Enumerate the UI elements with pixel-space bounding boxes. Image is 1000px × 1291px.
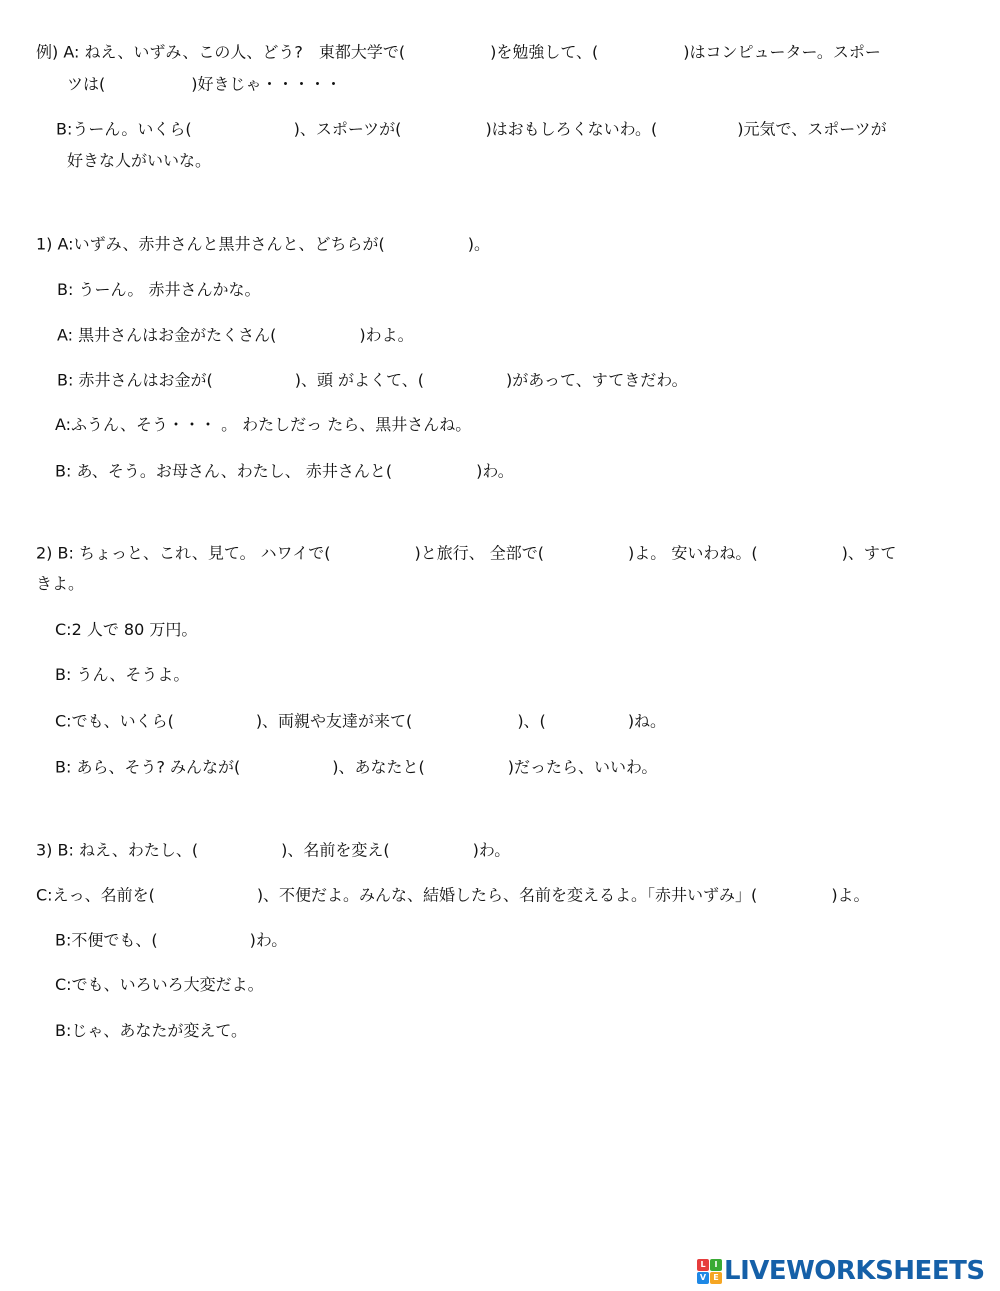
blank-input[interactable]	[213, 370, 295, 392]
example-line-4	[67, 151, 211, 171]
text: )わ。	[472, 840, 511, 860]
logo-tile: L	[697, 1259, 709, 1271]
text: B: うん、そうよ。	[55, 665, 190, 684]
text: )があって、すてきだわ。	[505, 370, 688, 390]
blank-input[interactable]	[758, 543, 842, 565]
text: ツは(	[67, 74, 106, 94]
text: 例) A: ねえ、いずみ、この人、どう? 東都大学で(	[36, 42, 406, 62]
text: )、あなたと(	[332, 757, 425, 777]
blank-input[interactable]	[198, 840, 281, 862]
blank-input[interactable]	[546, 711, 628, 733]
blank-input[interactable]	[390, 840, 473, 862]
text: )だったら、いいわ。	[507, 757, 658, 777]
blank-input[interactable]	[392, 461, 476, 483]
blank-input[interactable]	[401, 119, 485, 141]
text: 2) B: ちょっと、これ、見て。 ハワイで(	[36, 543, 331, 563]
example-line-1	[36, 42, 881, 64]
blank-input[interactable]	[598, 42, 683, 64]
text: )わ。	[249, 930, 288, 950]
blank-input[interactable]	[544, 543, 628, 565]
q1-line-5	[55, 415, 471, 435]
text: )ね。	[627, 711, 667, 731]
example-line-2	[67, 74, 342, 96]
q1-line-2	[57, 280, 261, 300]
blank-input[interactable]	[385, 234, 468, 256]
q2-line-2	[36, 574, 84, 594]
q3-line-2	[36, 885, 870, 907]
text: )、(	[517, 711, 546, 731]
text: B:じゃ、あなたが変えて。	[55, 1021, 248, 1040]
q1-line-3	[57, 325, 414, 347]
blank-input[interactable]	[192, 119, 294, 141]
blank-input[interactable]	[425, 757, 508, 779]
q1-line-6	[55, 461, 514, 483]
q3-line-5	[55, 1021, 247, 1041]
text: )、不便だよ。みんな、結婚したら、名前を変えるよ。「赤井いずみ」(	[256, 885, 758, 905]
q2-line-4	[55, 665, 189, 685]
text: 1) A:いずみ、赤井さんと黒井さんと、どちらが(	[36, 234, 385, 254]
blank-input[interactable]	[158, 930, 250, 952]
q2-line-6	[55, 757, 657, 779]
text: )、スポーツが(	[293, 119, 402, 139]
text: C:2 人で 80 万円。	[55, 620, 198, 639]
blank-input[interactable]	[424, 370, 506, 392]
blank-input[interactable]	[276, 325, 359, 347]
logo-tile: E	[710, 1272, 722, 1284]
q3-line-3	[55, 930, 287, 952]
text: B:うーん。いくら(	[56, 119, 192, 139]
text: C:えっ、名前を(	[36, 885, 155, 905]
blank-input[interactable]	[657, 119, 737, 141]
text: C:でも、いろいろ大変だよ。	[55, 975, 264, 994]
text: )、名前を変え(	[281, 840, 390, 860]
blank-input[interactable]	[330, 543, 414, 565]
text: )よ。	[831, 885, 870, 905]
text: )よ。 安いわね。(	[628, 543, 758, 563]
text: )。	[467, 234, 491, 254]
text: )好きじゃ・・・・・	[191, 74, 342, 94]
logo-tile: I	[710, 1259, 722, 1271]
text: )と旅行、 全部で(	[414, 543, 545, 563]
text: )はおもしろくないわ。(	[485, 119, 658, 139]
blank-input[interactable]	[155, 885, 257, 907]
q3-line-4	[55, 975, 264, 995]
blank-input[interactable]	[240, 757, 332, 779]
blank-input[interactable]	[757, 885, 831, 907]
text: きよ。	[36, 574, 85, 593]
liveworksheets-logo	[697, 1256, 985, 1286]
text: B: あ、そう。お母さん、わたし、 赤井さんと(	[55, 461, 393, 481]
example-line-3	[56, 119, 887, 141]
q3-line-1	[36, 840, 510, 862]
blank-input[interactable]	[105, 74, 191, 96]
blank-input[interactable]	[174, 711, 256, 733]
logo-tile: V	[697, 1272, 709, 1284]
q2-line-5	[55, 711, 666, 733]
q2-line-3	[55, 620, 197, 640]
q1-line-4	[57, 370, 688, 392]
blank-input[interactable]	[412, 711, 517, 733]
text: )元気で、スポーツが	[737, 119, 887, 139]
text: )はコンピューター。スポー	[683, 42, 881, 62]
logo-tiles-icon	[697, 1259, 722, 1284]
text: B: うーん。 赤井さんかな。	[57, 280, 261, 299]
text: 3) B: ねえ、わたし、(	[36, 840, 199, 860]
text: )を勉強して、(	[490, 42, 599, 62]
text: )わ。	[476, 461, 514, 481]
text: A:ふうん、そう・・・ 。 わたしだっ たら、黒井さんね。	[55, 415, 472, 434]
text: B:不便でも、(	[55, 930, 158, 950]
text: 好きな人がいいな。	[67, 151, 212, 170]
text: )わよ。	[359, 325, 414, 345]
text: )、両親や友達が来て(	[255, 711, 413, 731]
text: C:でも、いくら(	[55, 711, 174, 731]
text: B: あら、そう? みんなが(	[55, 757, 241, 777]
text: )、頭 がよくて、(	[294, 370, 424, 390]
q1-line-1	[36, 234, 490, 256]
text: B: 赤井さんはお金が(	[57, 370, 213, 390]
logo-text: LIVEWORKSHEETS	[724, 1256, 985, 1286]
text: )、すて	[841, 543, 897, 563]
text: A: 黒井さんはお金がたくさん(	[57, 325, 277, 345]
q2-line-1	[36, 543, 896, 565]
blank-input[interactable]	[405, 42, 490, 64]
